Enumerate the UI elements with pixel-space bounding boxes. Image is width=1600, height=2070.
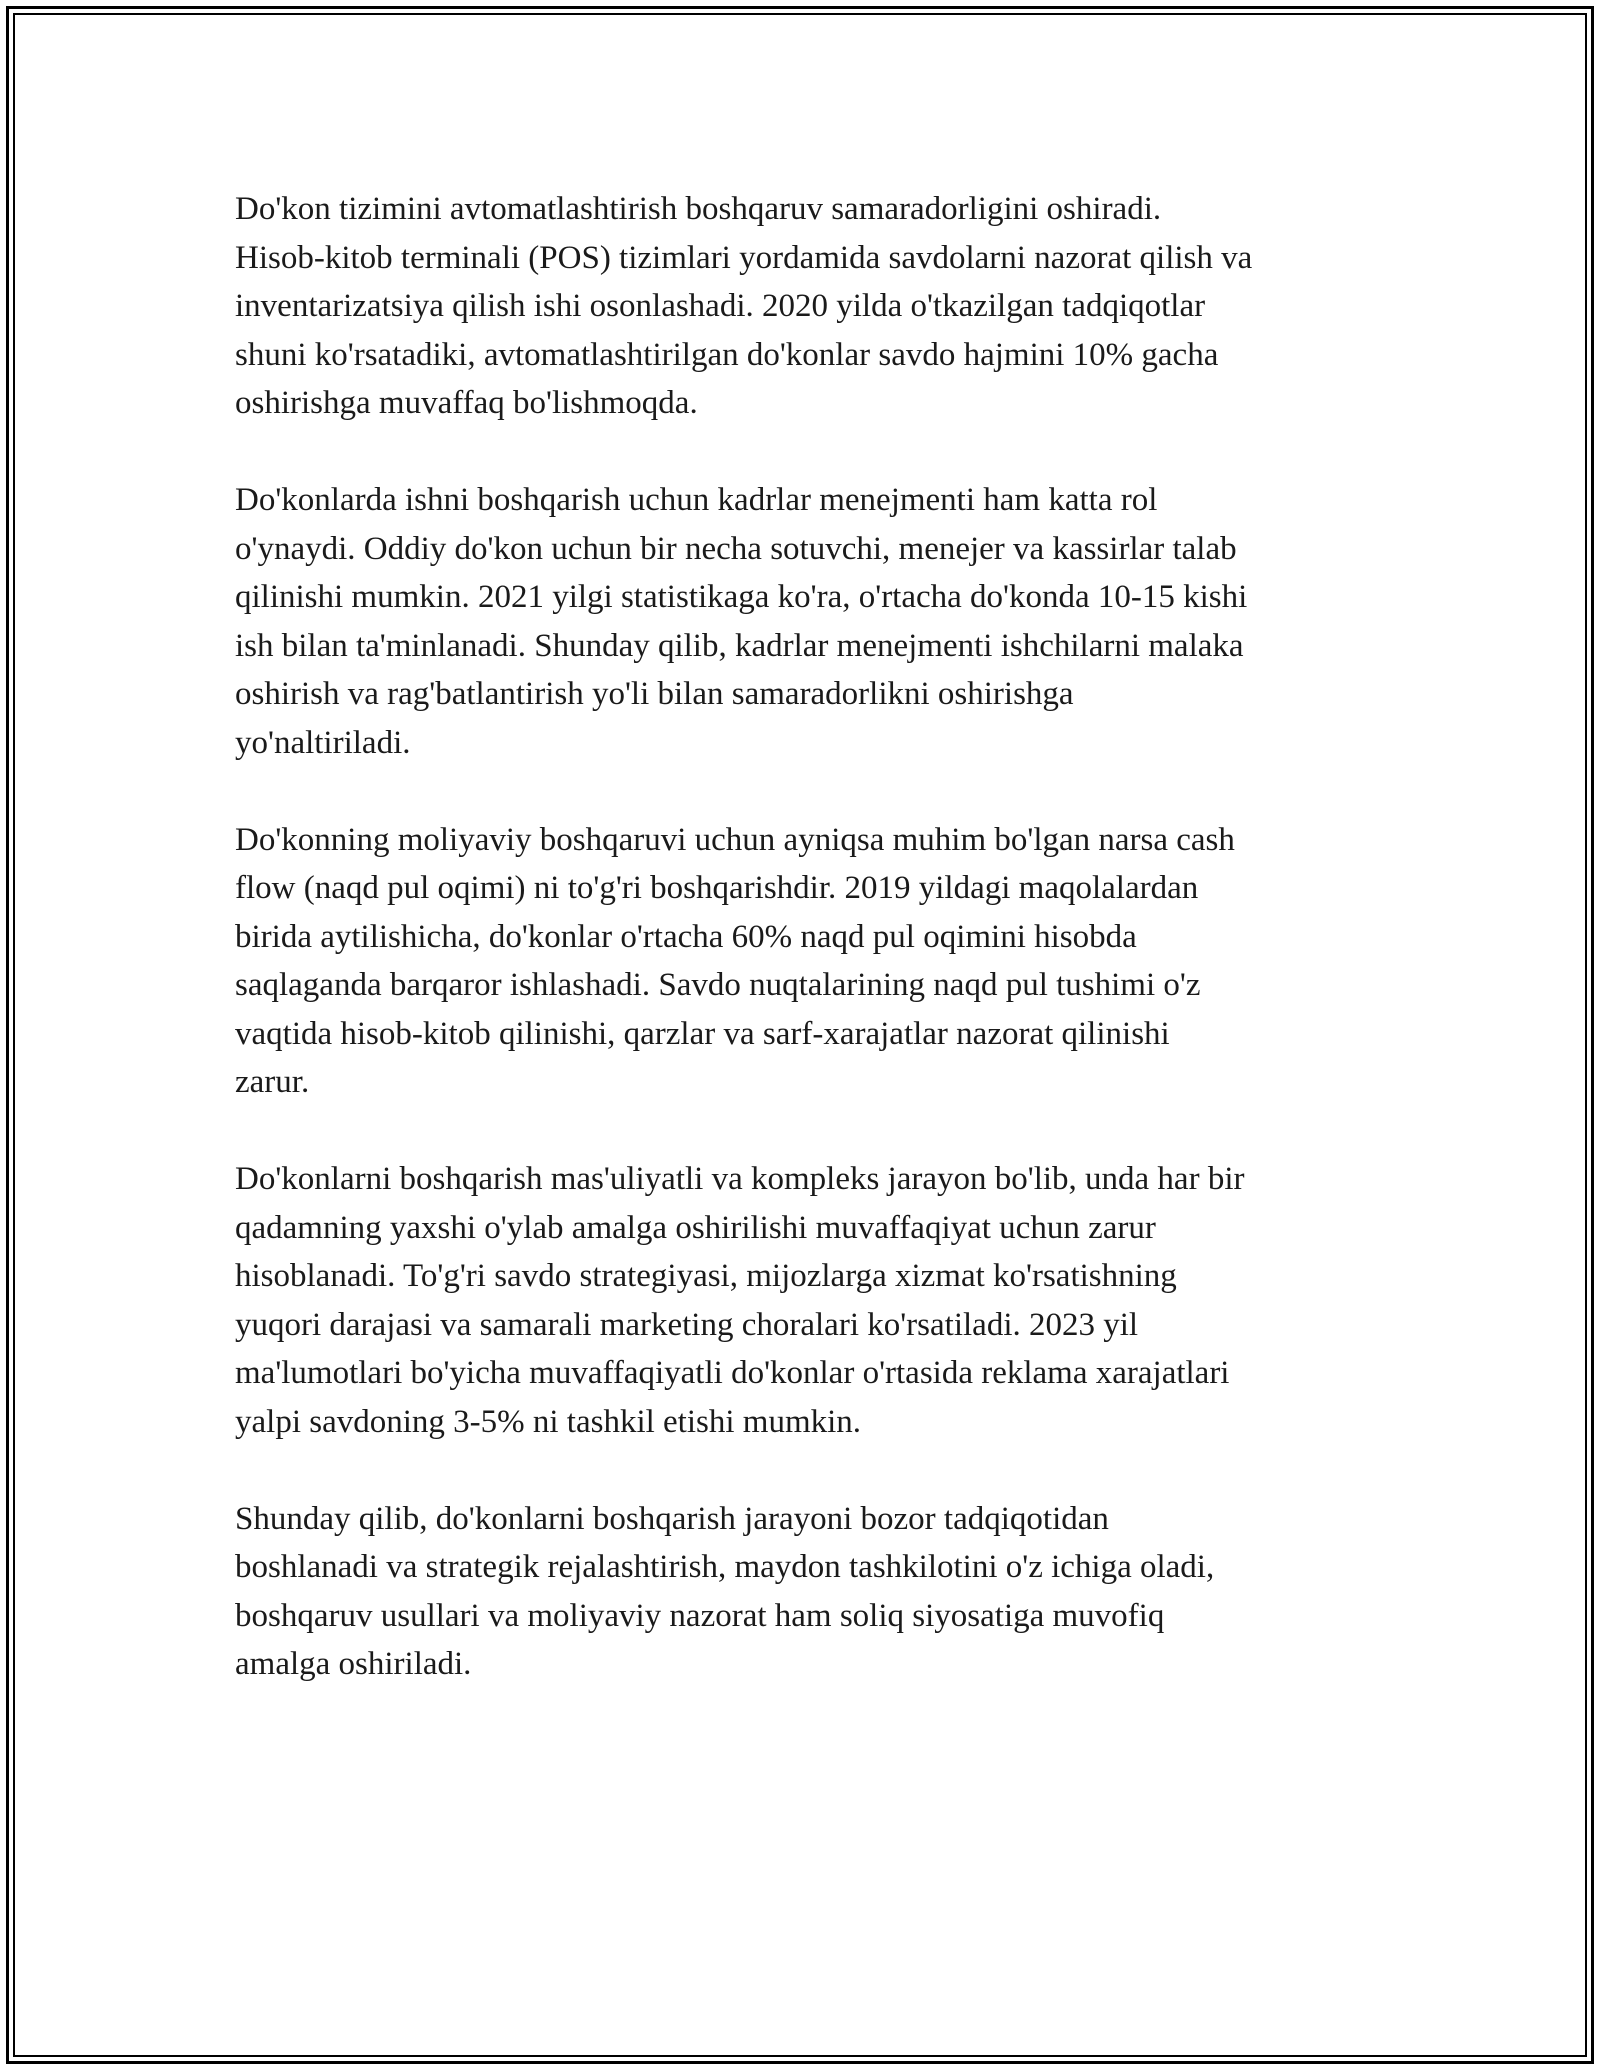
paragraph-staff-management: Do'konlarda ishni boshqarish uchun kadrlar menejmenti ham katta rol o'ynaydi. Oddiy do'kon uchun bir necha sotuvchi, menejer va kassirlar talab qilinishi mumkin. 2021 yilgi statistikaga ko'ra, o'rtacha do'konda 10-15 kishi ish bilan ta'minlanadi. Shunday qilib, kadrlar menejmenti ishchilarni malaka oshirish va rag'batlantirish yo'li bilan samaradorlikni oshirishga yo'naltiriladi. [235, 482, 1248, 761]
paragraph-financial-management: Do'konning moliyaviy boshqaruvi uchun ayniqsa muhim bo'lgan narsa cash flow (naqd pul oqimi) ni to'g'ri boshqarishdir. 2019 yildagi maqolalardan birida aytilishicha, do'konlar o'rtacha 60% naqd pul oqimini hisobda saqlaganda barqaror ishlashadi. Savdo nuqtalarining naqd pul tushimi o'z vaqtida hisob-kitob qilinishi, qarzlar va sarf-xarajatlar nazorat qilinishi zarur. [235, 821, 1235, 1100]
document-body [235, 185, 1375, 1737]
paragraph-conclusion: Shunday qilib, do'konlarni boshqarish jarayoni bozor tadqiqotidan boshlanadi va strategik rejalashtirish, maydon tashkilotini o'z ichiga oladi, boshqaruv usullari va moliyaviy nazorat ham soliq siyosatiga muvofiq amalga oshiriladi. [235, 1500, 1215, 1682]
paragraph-store-strategy: Do'konlarni boshqarish mas'uliyatli va kompleks jarayon bo'lib, unda har bir qadamning yaxshi o'ylab amalga oshirilishi muvaffaqiyat uchun zarur hisoblanadi. To'g'ri savdo strategiyasi, mijozlarga xizmat ko'rsatishning yuqori darajasi va samarali marketing choralari ko'rsatiladi. 2023 yil ma'lumotlari bo'yicha muvaffaqiyatli do'konlar o'rtasida reklama xarajatlari yalpi savdoning 3-5% ni tashkil etishi mumkin. [235, 1161, 1245, 1440]
paragraph-automation: Do'kon tizimini avtomatlashtirish boshqaruv samaradorligini oshiradi. Hisob-kitob terminali (POS) tizimlari yordamida savdolarni nazorat qilish va inventarizatsiya qilish ishi osonlashadi. 2020 yilda o'tkazilgan tadqiqotlar shuni ko'rsatadiki, avtomatlashtirilgan do'konlar savdo hajmini 10% gacha oshirishga muvaffaq bo'lishmoqda. [235, 191, 1253, 421]
